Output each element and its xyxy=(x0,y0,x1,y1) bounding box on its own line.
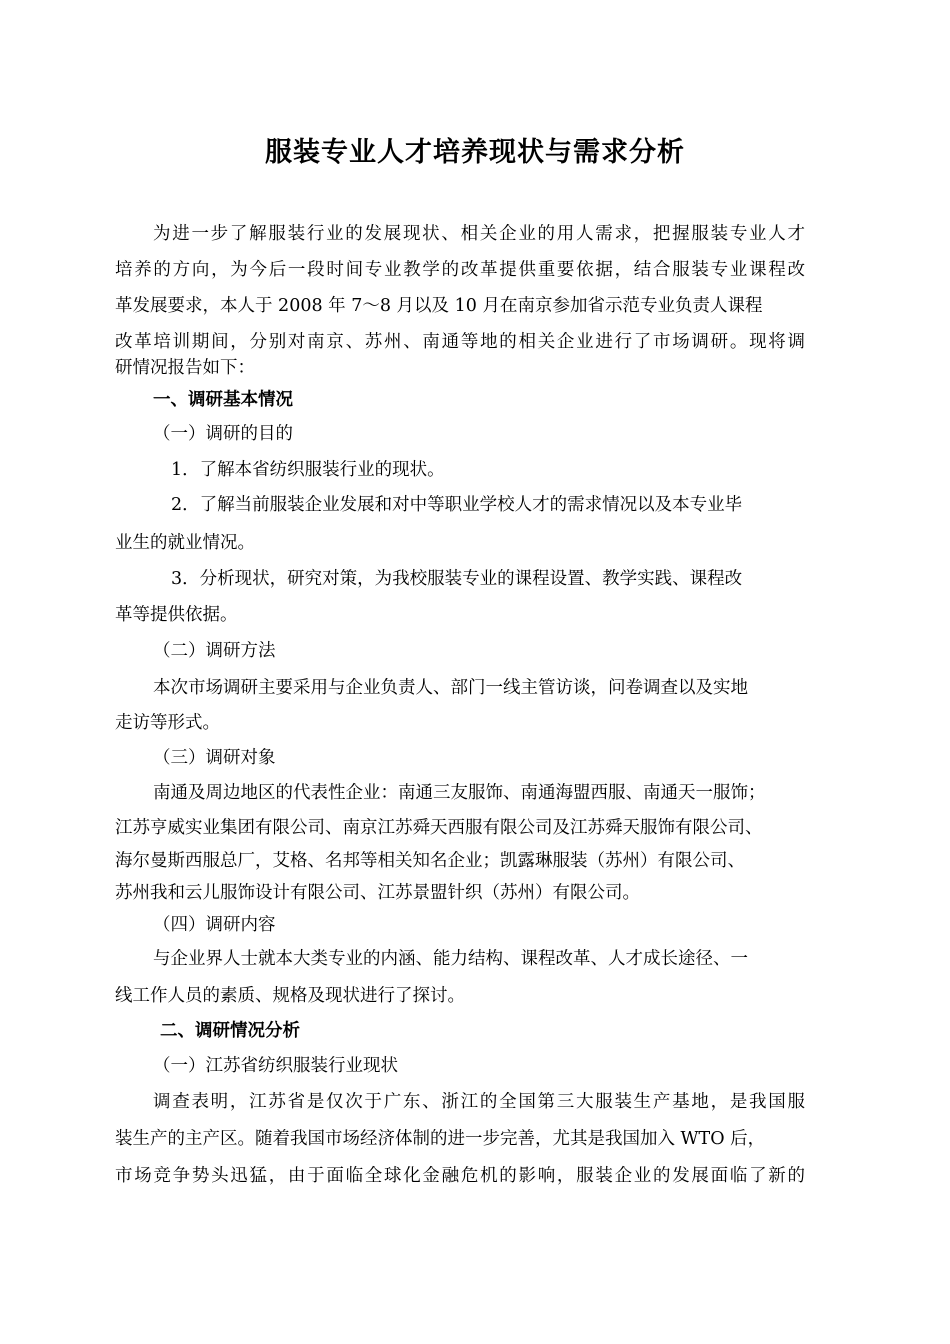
section-heading: 二、调研情况分析 xyxy=(160,1021,300,1041)
paragraph-line: 改革培训期间，分别对南京、苏州、南通等地的相关企业进行了市场调研。现将调 xyxy=(115,332,805,352)
paragraph-line: 与企业界人士就本大类专业的内涵、能力结构、课程改革、人才成长途径、一 xyxy=(153,949,748,969)
paragraph-line: 本次市场调研主要采用与企业负责人、部门一线主管访谈，问卷调查以及实地 xyxy=(153,678,748,698)
paragraph-line: 市场竞争势头迅猛，由于面临全球化金融危机的影响，服装企业的发展面临了新的 xyxy=(115,1166,805,1186)
subsection-heading: （一）调研的目的 xyxy=(153,424,293,444)
paragraph-line: 为进一步了解服装行业的发展现状、相关企业的用人需求，把握服装专业人才 xyxy=(153,224,805,244)
paragraph-line: 装生产的主产区。随着我国市场经济体制的进一步完善，尤其是我国加入 WTO 后， xyxy=(115,1129,766,1149)
list-item: 2．了解当前服装企业发展和对中等职业学校人才的需求情况以及本专业毕 xyxy=(171,495,743,515)
list-item-continuation: 业生的就业情况。 xyxy=(115,533,255,553)
paragraph-line: 研情况报告如下： xyxy=(115,358,255,378)
paragraph-line: 苏州我和云儿服饰设计有限公司、江苏景盟针织（苏州）有限公司。 xyxy=(115,883,640,903)
subsection-heading: （一）江苏省纺织服装行业现状 xyxy=(153,1056,398,1076)
paragraph-line: 江苏亨威实业集团有限公司、南京江苏舜天西服有限公司及江苏舜天服饰有限公司、 xyxy=(115,818,763,838)
list-item-continuation: 革等提供依据。 xyxy=(115,605,238,625)
paragraph-line: 线工作人员的素质、规格及现状进行了探讨。 xyxy=(115,986,465,1006)
paragraph-line: 革发展要求，本人于 2008 年 7～8 月以及 10 月在南京参加省示范专业负责人课程 xyxy=(115,296,763,316)
list-item: 3．分析现状，研究对策，为我校服装专业的课程设置、教学实践、课程改 xyxy=(171,569,743,589)
paragraph-line: 走访等形式。 xyxy=(115,713,220,733)
section-heading: 一、调研基本情况 xyxy=(153,390,293,410)
paragraph-line: 南通及周边地区的代表性企业：南通三友服饰、南通海盟西服、南通天一服饰； xyxy=(153,783,766,803)
subsection-heading: （四）调研内容 xyxy=(153,915,276,935)
paragraph-line: 海尔曼斯西服总厂，艾格、名邦等相关知名企业；凯露琳服装（苏州）有限公司、 xyxy=(115,851,745,871)
document-title: 服装专业人才培养现状与需求分析 xyxy=(265,137,685,168)
paragraph-line: 调查表明，江苏省是仅次于广东、浙江的全国第三大服装生产基地，是我国服 xyxy=(153,1092,805,1112)
list-item: 1．了解本省纺织服装行业的现状。 xyxy=(171,460,445,480)
paragraph-line: 培养的方向，为今后一段时间专业教学的改革提供重要依据，结合服装专业课程改 xyxy=(115,260,805,280)
subsection-heading: （二）调研方法 xyxy=(153,641,276,661)
subsection-heading: （三）调研对象 xyxy=(153,748,276,768)
